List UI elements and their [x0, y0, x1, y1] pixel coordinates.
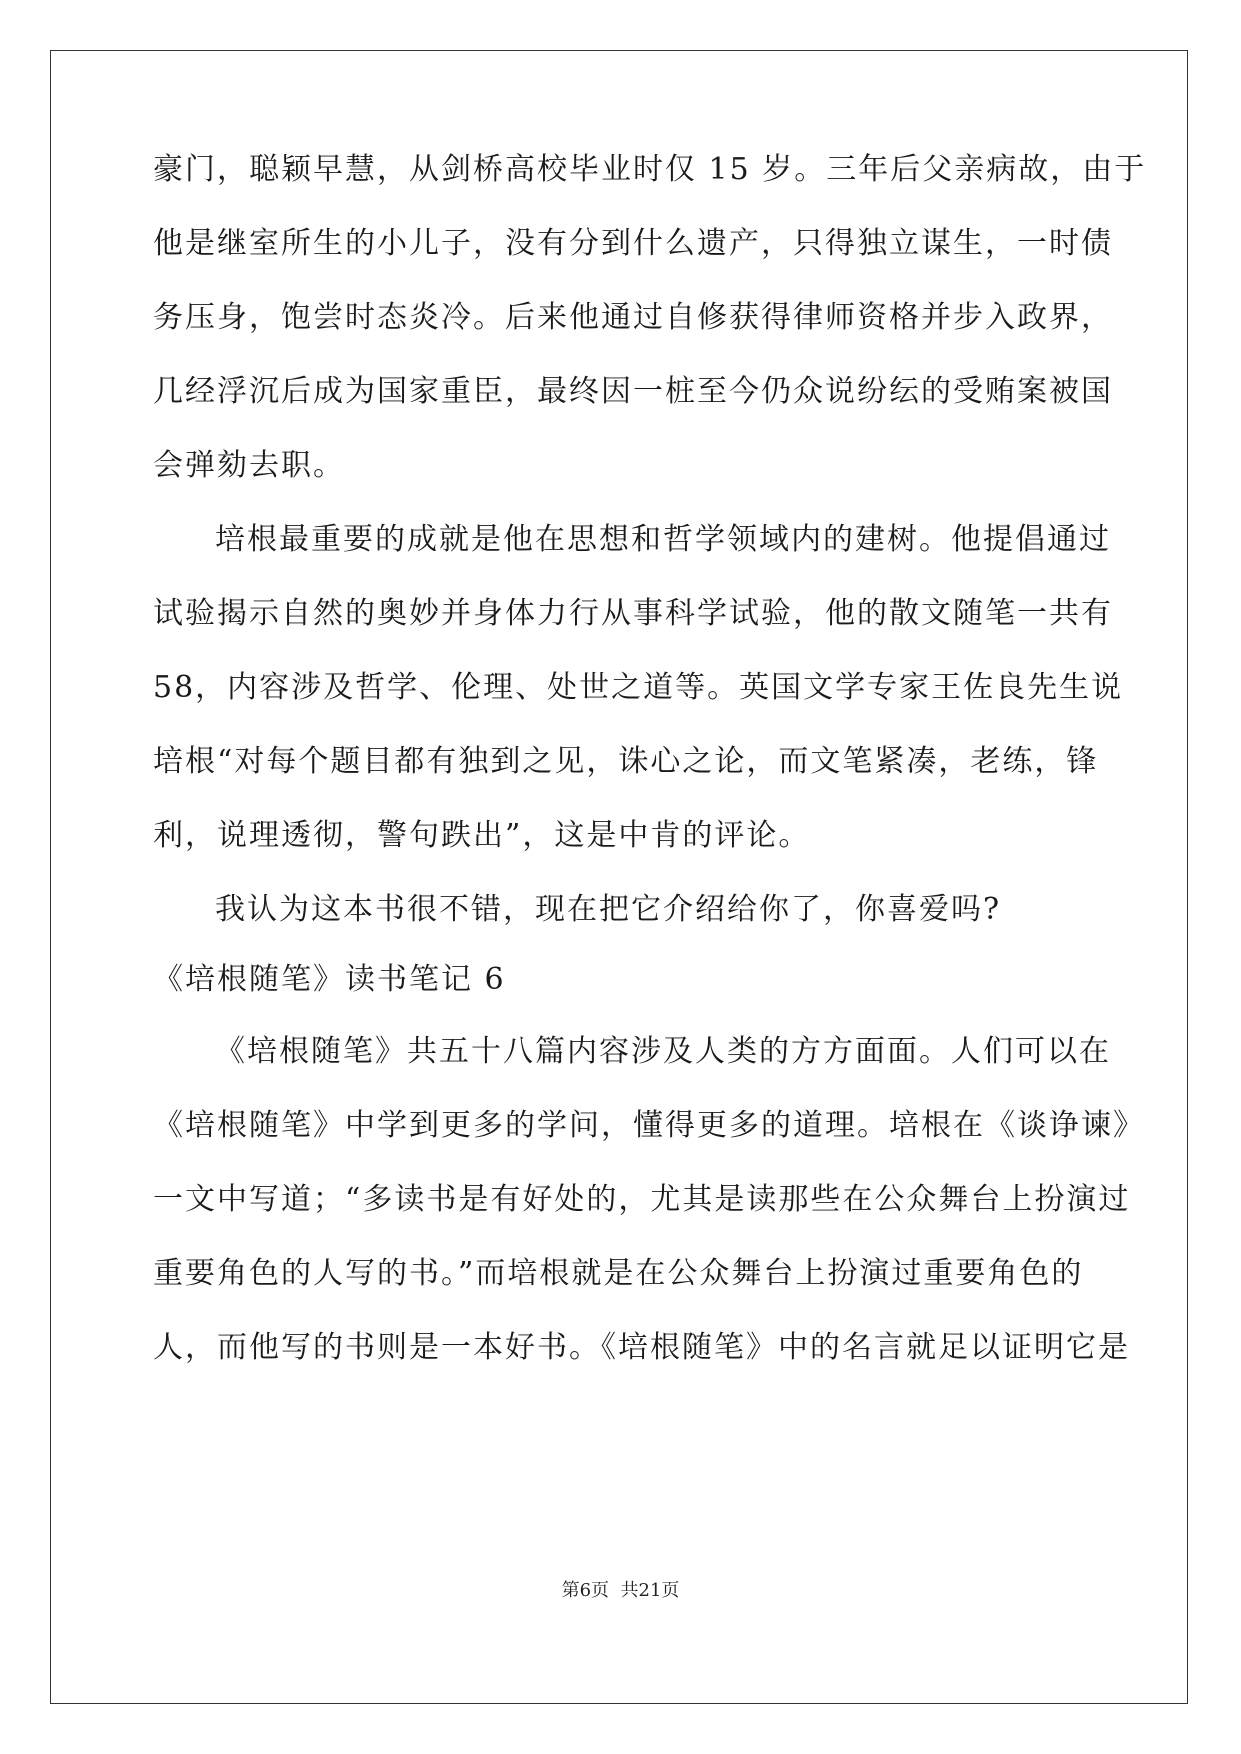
section-heading: 《培根随笔》读书笔记 6 [153, 962, 506, 997]
text-line: 会弹劾去职。 [153, 448, 345, 483]
page-border [50, 50, 1188, 1704]
current-page-number: 6 [579, 1580, 592, 1601]
page-label-prefix: 第 [561, 1580, 580, 1601]
text-line: 58，内容涉及哲学、伦理、处世之道等。英国文学专家王佐良先生说 [153, 670, 1124, 705]
text-line: 一文中写道；“多读书是有好处的，尤其是读那些在公众舞台上扮演过 [153, 1182, 1131, 1217]
text-line: 《培根随笔》中学到更多的学问，懂得更多的道理。培根在《谈诤谏》 [153, 1108, 1145, 1143]
text-line: 人，而他写的书则是一本好书。《培根随笔》中的名言就足以证明它是 [153, 1330, 1130, 1365]
text-line: 重要角色的人写的书。”而培根就是在公众舞台上扮演过重要角色的 [153, 1256, 1084, 1291]
paragraph-first-line: 我认为这本书很不错，现在把它介绍给你了，你喜爱吗? [215, 892, 1002, 927]
text-line: 利，说理透彻，警句跌出”，这是中肯的评论。 [153, 818, 811, 853]
text-line: 他是继室所生的小儿子，没有分到什么遗产，只得独立谋生，一时债 [153, 226, 1113, 261]
text-line: 几经浮沉后成为国家重臣，最终因一桩至今仍众说纷纭的受贿案被国 [153, 374, 1113, 409]
page-footer [0, 1580, 1241, 1602]
page-label-suffix: 页 [661, 1580, 680, 1601]
text-line: 务压身，饱尝时态炎冷。后来他通过自修获得律师资格并步入政界， [153, 300, 1113, 335]
text-line: 试验揭示自然的奥妙并身体力行从事科学试验，他的散文随笔一共有 [153, 596, 1113, 631]
paragraph-first-line: 培根最重要的成就是他在思想和哲学领域内的建树。他提倡通过 [215, 522, 1111, 557]
total-pages-number: 21 [638, 1580, 662, 1601]
paragraph-first-line: 《培根随笔》共五十八篇内容涉及人类的方方面面。人们可以在 [215, 1034, 1111, 1069]
text-line: 培根“对每个题目都有独到之见，诛心之论，而文笔紧凑，老练，锋 [153, 744, 1099, 779]
page-label-mid: 页 共 [591, 1580, 639, 1601]
text-line: 豪门，聪颖早慧，从剑桥高校毕业时仅 15 岁。三年后父亲病故，由于 [153, 152, 1147, 187]
